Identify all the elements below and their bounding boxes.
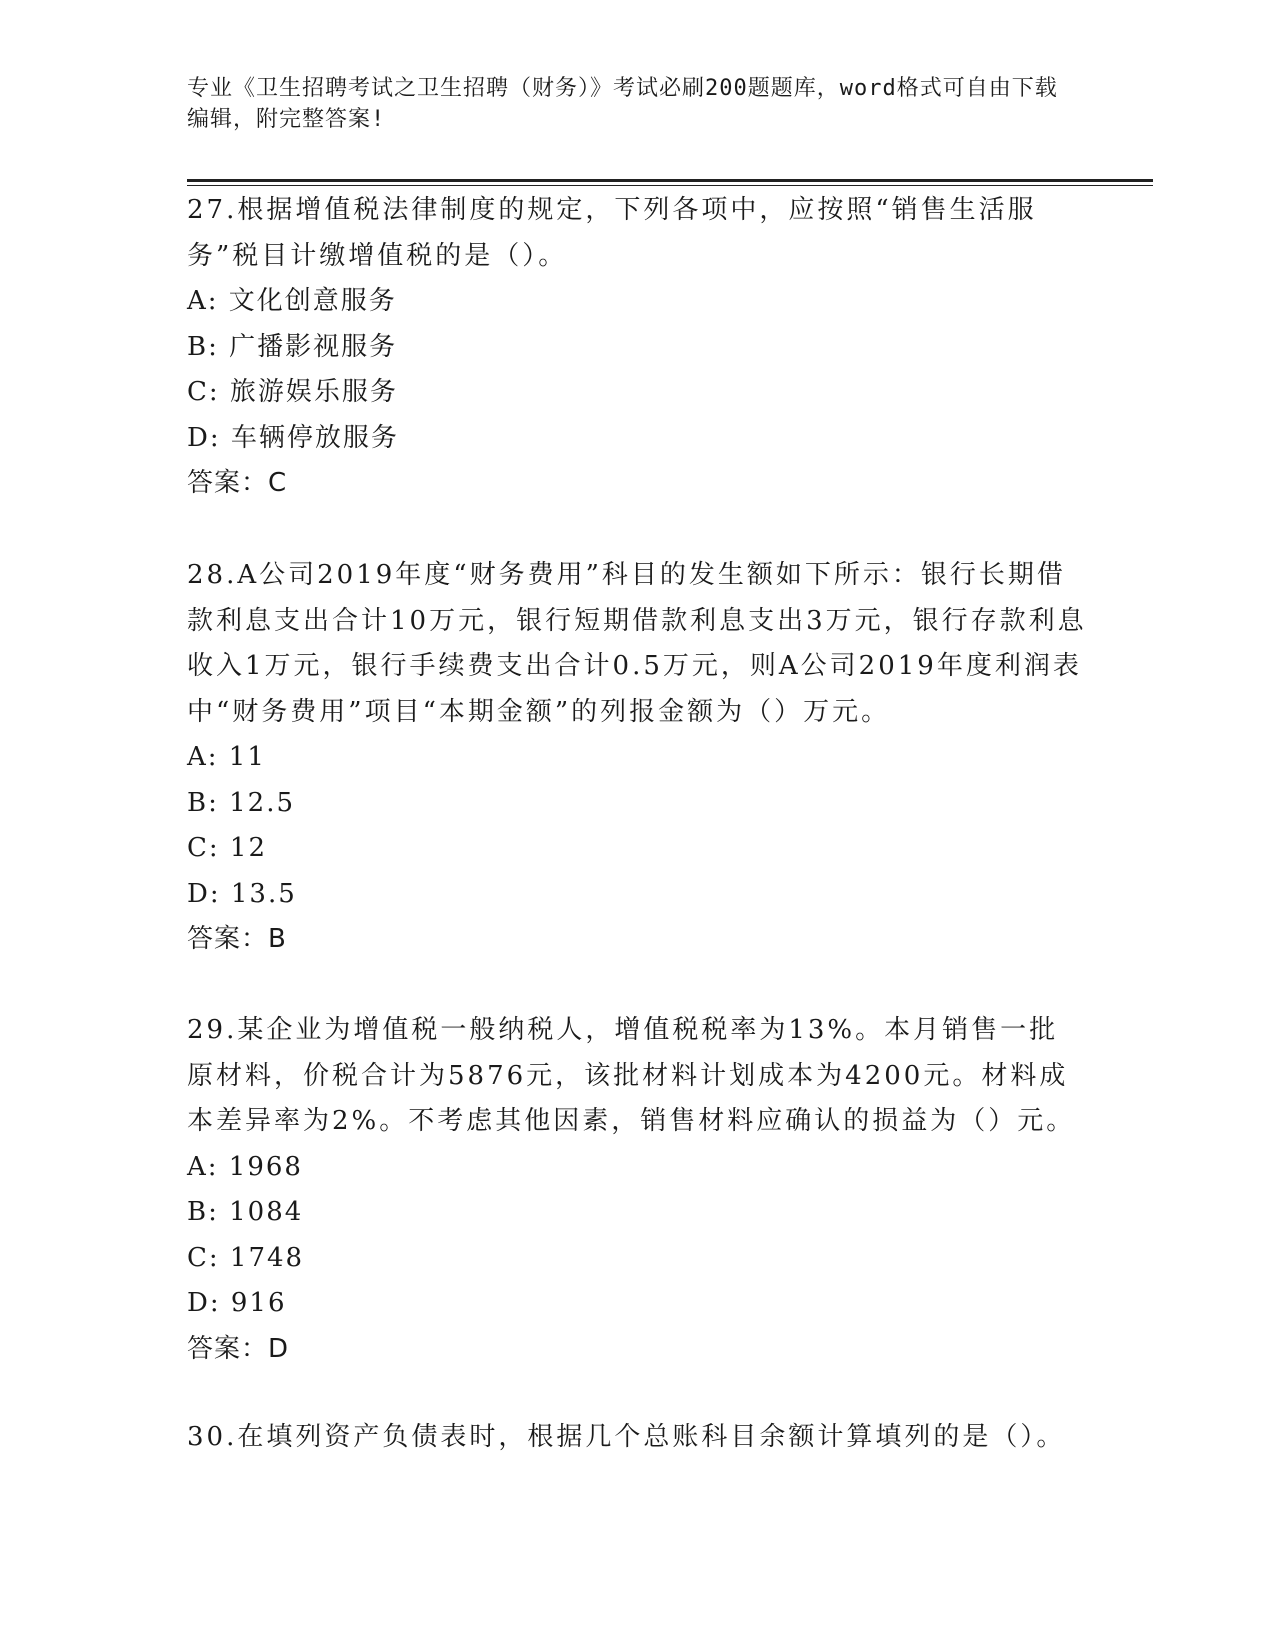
option-c: C: 1748 — [187, 1242, 305, 1273]
option-list — [187, 1145, 1087, 1327]
option-list — [187, 735, 1087, 917]
question-text: 29.某企业为增值税一般纳税人，增值税税率为13%。本月销售一批原材料，价税合计为5876元，该批材料计划成本为4200元。材料成本差异率为2%。不考虑其他因素，销售材料应确认的损益为（）元。 — [187, 1015, 1076, 1136]
option-d: D: 车辆停放服务 — [187, 422, 399, 453]
option-b: B: 12.5 — [187, 787, 296, 818]
answer-line: 答案：D — [187, 1333, 290, 1364]
option-d: D: 916 — [187, 1288, 287, 1318]
header-rule-thin — [187, 185, 1153, 186]
option-a: A: 文化创意服务 — [187, 286, 397, 316]
question-text: 28.A公司2019年度“财务费用”科目的发生额如下所示：银行长期借款利息支出合计10万元，银行短期借款利息支出3万元，银行存款利息收入1万元，银行手续费支出合计0.5万元，则A公司2019年度利润表中“财务费用”项目“本期金额”的列报金额为（）万元。 — [187, 560, 1087, 727]
question-27 — [187, 188, 1087, 507]
header-rule-thick — [187, 179, 1153, 182]
option-d: D: 13.5 — [187, 878, 297, 909]
option-a: A: 11 — [187, 742, 266, 772]
option-a: A: 1968 — [187, 1151, 303, 1182]
answer-line: 答案：C — [187, 468, 288, 498]
answer-line: 答案：B — [187, 924, 287, 954]
question-30 — [187, 1415, 1087, 1461]
question-28 — [187, 553, 1087, 963]
option-b: B: 广播影视服务 — [187, 331, 398, 362]
question-text: 27.根据增值税法律制度的规定，下列各项中，应按照“销售生活服务”税目计缴增值税的是（）。 — [187, 195, 1037, 271]
document-header: 专业《卫生招聘考试之卫生招聘（财务）》考试必刷200题题库，word格式可自由下载编辑，附完整答案! — [187, 76, 1058, 132]
question-text: 30.在填列资产负债表时，根据几个总账科目余额计算填列的是（）。 — [187, 1422, 1066, 1452]
option-c: C: 旅游娱乐服务 — [187, 377, 398, 407]
question-29 — [187, 1008, 1087, 1372]
option-b: B: 1084 — [187, 1197, 304, 1227]
option-list — [187, 279, 1087, 461]
option-c: C: 12 — [187, 833, 268, 863]
